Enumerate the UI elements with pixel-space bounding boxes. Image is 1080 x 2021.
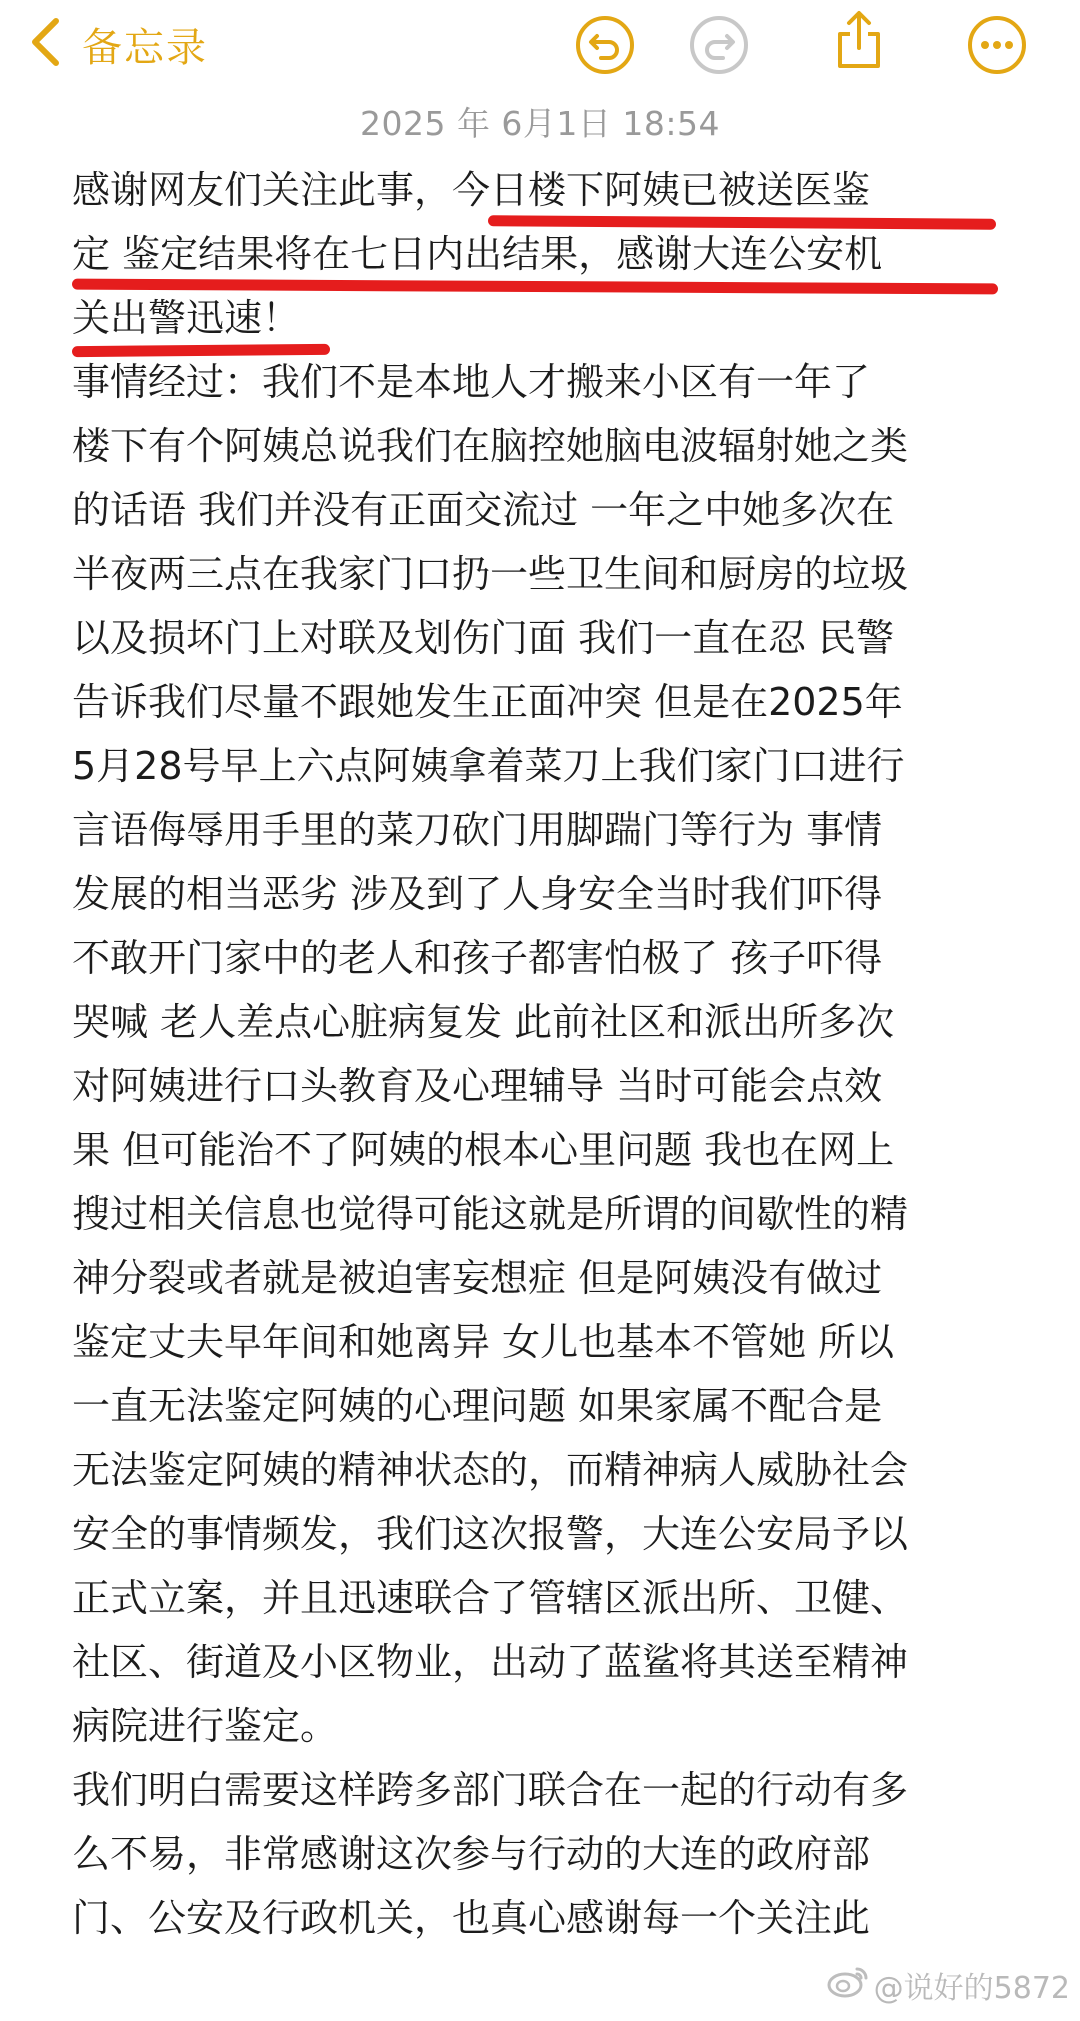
note-line: 对阿姨进行口头教育及心理辅导 当时可能会点效 — [72, 1064, 883, 1108]
note-line: 果 但可能治不了阿姨的根本心里问题 我也在网上 — [72, 1128, 895, 1172]
note-line: 事情经过：我们不是本地人才搬来小区有一年了 — [72, 360, 871, 404]
note-line: 发展的相当恶劣 涉及到了人身安全当时我们吓得 — [72, 872, 883, 916]
note-line: 的话语 我们并没有正面交流过 一年之中她多次在 — [72, 488, 895, 532]
more-icon — [966, 61, 1028, 80]
redo-icon — [688, 61, 750, 80]
note-line: 5月28号早上六点阿姨拿着菜刀上我们家门口进行 — [72, 744, 905, 788]
chevron-left-icon — [28, 17, 62, 71]
red-underline-mark — [72, 344, 330, 357]
note-line: 一直无法鉴定阿姨的心理问题 如果家属不配合是 — [72, 1384, 883, 1428]
note-line: 病院进行鉴定。 — [72, 1704, 339, 1748]
note-body[interactable] — [72, 158, 1012, 1950]
note-line: 门、公安及行政机关，也真心感谢每一个关注此 — [72, 1896, 871, 1940]
note-line: 无法鉴定阿姨的精神状态的，而精神病人威胁社会 — [72, 1448, 909, 1492]
note-line: 言语侮辱用手里的菜刀砍门用脚踹门等行为 事情 — [72, 808, 883, 852]
back-button[interactable] — [28, 16, 208, 72]
back-label: 备忘录 — [82, 24, 208, 71]
undo-icon — [574, 61, 636, 80]
share-button[interactable] — [828, 8, 890, 70]
note-line: 鉴定丈夫早年间和她离异 女儿也基本不管她 所以 — [72, 1320, 895, 1364]
weibo-logo-icon — [826, 1963, 874, 2007]
note-line: 关出警迅速！ — [72, 296, 301, 340]
note-line: 楼下有个阿姨总说我们在脑控她脑电波辐射她之类 — [72, 424, 909, 468]
watermark — [826, 1963, 1070, 2007]
note-line: 我们明白需要这样跨多部门联合在一起的行动有多 — [72, 1768, 909, 1812]
note-line: 定 鉴定结果将在七日内出结果，感谢大连公安机 — [72, 232, 883, 276]
note-date: 2025 年 6月1日 18:54 — [359, 104, 721, 143]
watermark-text: @说好的5872 — [873, 1971, 1070, 2006]
note-line: 社区、街道及小区物业，出动了蓝鲨将其送至精神 — [72, 1640, 909, 1684]
note-line: 告诉我们尽量不跟她发生正面冲突 但是在2025年 — [72, 680, 903, 724]
note-line: 哭喊 老人差点心脏病复发 此前社区和派出所多次 — [72, 1000, 895, 1044]
note-line: 不敢开门家中的老人和孩子都害怕极了 孩子吓得 — [72, 936, 883, 980]
note-line: 以及损坏门上对联及划伤门面 我们一直在忍 民警 — [72, 616, 895, 660]
toolbar — [0, 0, 1080, 95]
undo-button[interactable] — [574, 14, 636, 76]
redo-button[interactable] — [688, 14, 750, 76]
note-line: 么不易，非常感谢这次参与行动的大连的政府部 — [72, 1832, 871, 1876]
note-line: 搜过相关信息也觉得可能这就是所谓的间歇性的精 — [72, 1192, 909, 1236]
share-icon — [828, 55, 890, 74]
note-line: 半夜两三点在我家门口扔一些卫生间和厨房的垃圾 — [72, 552, 909, 596]
note-line: 正式立案，并且迅速联合了管辖区派出所、卫健、 — [72, 1576, 909, 1620]
note-line: 安全的事情频发，我们这次报警，大连公安局予以 — [72, 1512, 909, 1556]
note-line: 感谢网友们关注此事，今日楼下阿姨已被送医鉴 — [72, 168, 871, 212]
note-line: 神分裂或者就是被迫害妄想症 但是阿姨没有做过 — [72, 1256, 883, 1300]
more-button[interactable] — [966, 14, 1028, 76]
